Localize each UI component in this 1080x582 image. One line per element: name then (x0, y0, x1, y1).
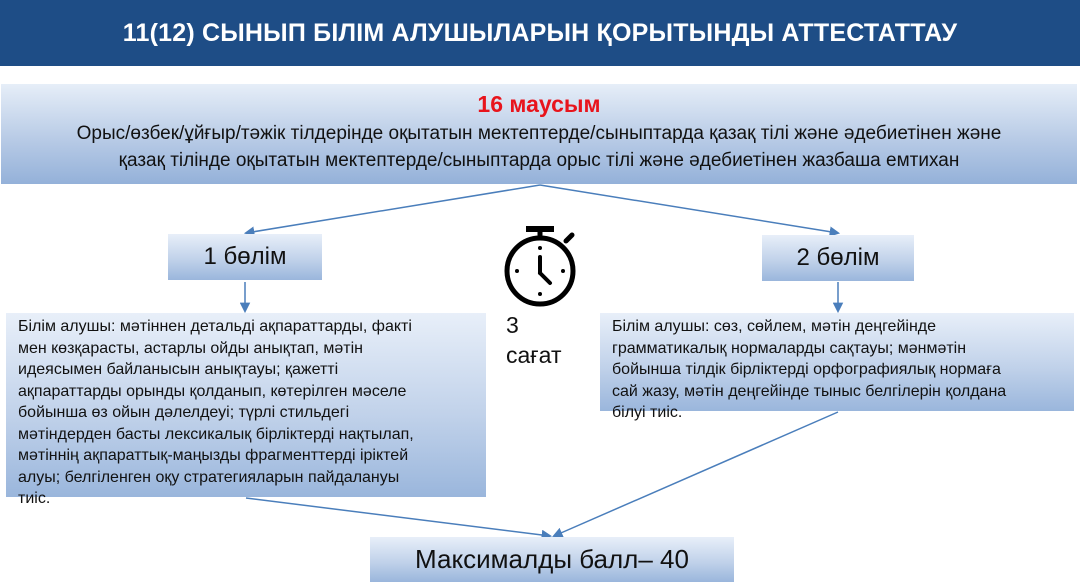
duration-value: 3 (506, 312, 519, 338)
part-1-label-box (168, 234, 322, 280)
stopwatch-icon (507, 226, 573, 304)
exam-description-line-1: Орыс/өзбек/ұйғыр/тәжік тілдерінде оқытатын мектептерде/сыныптарда қазақ тілі және әдебиетінен және (76, 123, 1002, 144)
part-1-description (6, 313, 486, 507)
part-2-line: білуі тиіс. (612, 404, 683, 421)
part-2-line: грамматикалық нормаларды сақтауы; мәнмәтін (612, 339, 967, 357)
part-1-line: мен көзқарасты, астарлы ойды анықтап, мәтін (18, 339, 363, 357)
part-1-label: 1 бөлім (203, 243, 287, 270)
part-1-line: ақпараттарды орынды қолданып, көтерілген мәселе (18, 382, 407, 400)
part-1-line: бойынша өз ойын дәлелдеуі; түрлі стильдегі (18, 404, 350, 421)
part-2-line: Білім алушы: сөз, сөйлем, мәтін деңгейінде (612, 318, 937, 335)
exam-date: 16 маусым (477, 91, 601, 117)
part-2-description (600, 313, 1074, 421)
part-2-label-box (762, 235, 914, 281)
page-title: 11(12) СЫНЫП БІЛІМ АЛУШЫЛАРЫН ҚОРЫТЫНДЫ АТТЕСТАТТАУ (122, 18, 958, 47)
part-2-line: бойынша тілдік бірліктерді орфографиялық нормаға (612, 361, 1001, 378)
part-1-line: Білім алушы: мәтіннен детальді ақпараттарды, факті (18, 318, 412, 335)
part-1-line: идеясымен байланысын анықтауы; қажетті (18, 361, 339, 378)
header-bar (0, 0, 1080, 66)
arrow-top-to-part1 (246, 185, 540, 233)
part-1-line: алуы; белгіленген оқу стратегияларын пайдалануы (18, 468, 400, 486)
exam-description (1, 120, 1077, 174)
arrow-box2-to-max (554, 412, 838, 536)
max-score-box (370, 537, 734, 582)
part-1-line: мәтіннің ақпараттық-маңызды фрагменттерді іріктей (18, 447, 409, 464)
exam-info-box (1, 84, 1077, 184)
part-2-label: 2 бөлім (796, 244, 880, 271)
exam-description-line-2: қазақ тілінде оқытатын мектептерде/сыныптарда орыс тілі және әдебиетінен жазбаша емтихан (118, 150, 960, 171)
max-score-text: Максималды балл– 40 (415, 544, 689, 574)
part-2-line: сай жазу, мәтін деңгейінде тыныс белгілерін қолдана (612, 382, 1007, 400)
arrow-top-to-part2 (540, 185, 838, 233)
part-1-line: тиіс. (18, 490, 51, 507)
part-1-line: мәтіндерден басты лексикалық бірліктерді нақтылап, (18, 425, 414, 443)
duration-unit: сағат (506, 342, 562, 368)
duration-label (506, 310, 562, 370)
